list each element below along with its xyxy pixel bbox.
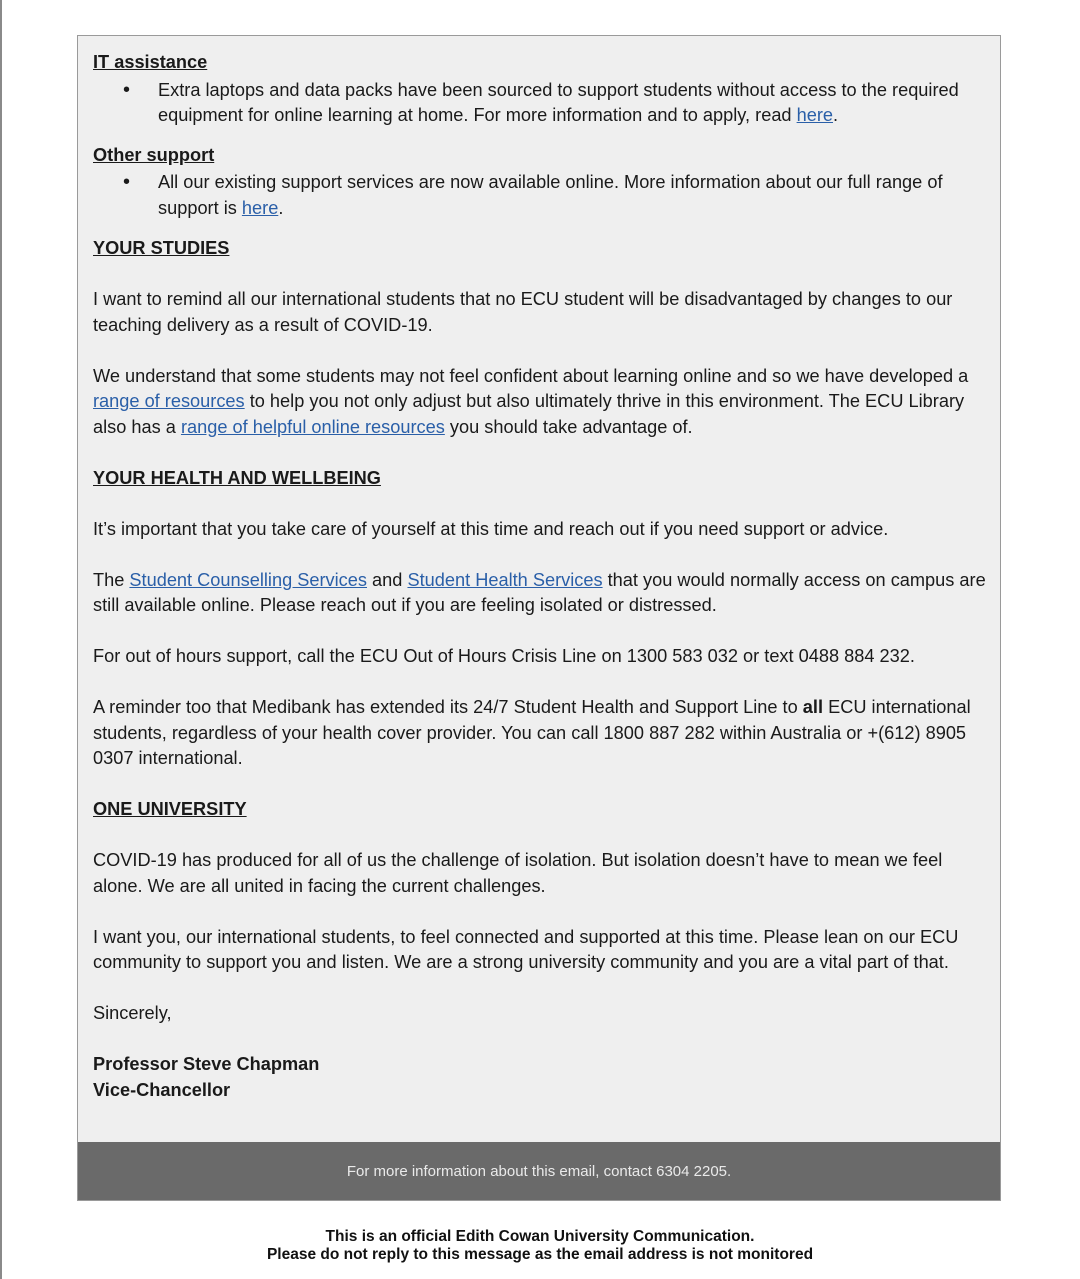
your-studies-para-1: I want to remind all our international students that no ECU student will be disadvantaged by changes to our teaching delivery as a result of COVID-19. bbox=[93, 289, 953, 335]
health-para-4 bbox=[93, 695, 988, 772]
email-body bbox=[93, 50, 988, 1103]
student-counselling-link[interactable]: Student Counselling Services bbox=[129, 569, 367, 590]
it-assistance-end: . bbox=[833, 105, 839, 125]
health-text-b: and bbox=[367, 569, 408, 590]
health-text-c: that you would normally access on campus are still available online. Please reach out if you are feeling isolated or distressed. bbox=[93, 569, 986, 615]
health-heading: YOUR HEALTH AND WELLBEING bbox=[93, 467, 381, 488]
your-studies-text-c: you should take advantage of. bbox=[444, 416, 693, 437]
it-assistance-bullet bbox=[158, 78, 988, 129]
other-support-here-link[interactable]: here bbox=[241, 197, 279, 218]
one-university-para-1: COVID-19 has produced for all of us the challenge of isolation. But isolation doesn’t have to mean we feel alone. We are all united in facing the current challenges. bbox=[93, 850, 943, 896]
footer-contact: For more information about this email, contact 6304 2205. bbox=[346, 1162, 732, 1180]
your-studies-heading: YOUR STUDIES bbox=[93, 238, 230, 258]
it-assistance-heading: IT assistance bbox=[93, 52, 208, 72]
it-assistance-list bbox=[93, 78, 988, 129]
disclaimer-line-2: Please do not reply to this message as the email address is not monitored bbox=[266, 1246, 814, 1263]
health-text-a: The bbox=[93, 569, 130, 590]
your-studies-text-b: to help you not only adjust but also ultimately thrive in this environment. The ECU Library also has a bbox=[93, 391, 965, 437]
library-resources-link[interactable]: range of helpful online resources bbox=[180, 416, 445, 437]
student-health-link[interactable]: Student Health Services bbox=[407, 569, 603, 590]
your-studies-text-a: We understand that some students may not feel confident about learning online and so we have developed a bbox=[93, 365, 969, 386]
disclaimer-line-1: This is an official Edith Cowan University Communication. bbox=[325, 1228, 755, 1245]
other-support-text: All our existing support services are now available online. More information about our full range of support is bbox=[158, 172, 943, 218]
other-support-heading: Other support bbox=[93, 144, 215, 165]
signer-name: Professor Steve Chapman bbox=[93, 1054, 320, 1074]
signer-title: Vice-Chancellor bbox=[93, 1079, 231, 1100]
health-para4-bold: all bbox=[802, 697, 824, 717]
it-assistance-here-link[interactable]: here bbox=[796, 105, 834, 125]
health-para-1: It’s important that you take care of yourself at this time and reach out if you need support or advice. bbox=[93, 518, 889, 539]
range-of-resources-link[interactable]: range of resources bbox=[93, 391, 245, 411]
other-support-end: . bbox=[278, 197, 284, 218]
your-studies-para-2 bbox=[93, 364, 988, 441]
one-university-heading: ONE UNIVERSITY bbox=[93, 799, 247, 819]
it-assistance-text: Extra laptops and data packs have been sourced to support students without access to the required equipment for online learning at home. For more information and to apply, read bbox=[158, 79, 959, 125]
health-para-2 bbox=[93, 568, 988, 619]
one-university-para-2: I want you, our international students, to feel connected and supported at this time. Please lean on our ECU community to support you and listen. We are a strong university community and you are a vital part of that. bbox=[93, 926, 959, 972]
email-card bbox=[77, 35, 1001, 1201]
other-support-bullet bbox=[158, 170, 988, 221]
page-edge bbox=[0, 0, 2, 1279]
health-para-3: For out of hours support, call the ECU Out of Hours Crisis Line on 1300 583 032 or text 0488 884 232. bbox=[93, 646, 915, 666]
other-support-list bbox=[93, 170, 988, 221]
health-para4-a: A reminder too that Medibank has extended its 24/7 Student Health and Support Line to bbox=[93, 697, 803, 717]
footer-bar bbox=[78, 1142, 1000, 1200]
salutation: Sincerely, bbox=[93, 1003, 172, 1023]
health-para4-b: ECU international students, regardless of your health cover provider. You can call 1800 887 282 within Australia or +(612) 8905 0307 international. bbox=[93, 697, 971, 768]
disclaimer bbox=[0, 1228, 1080, 1264]
